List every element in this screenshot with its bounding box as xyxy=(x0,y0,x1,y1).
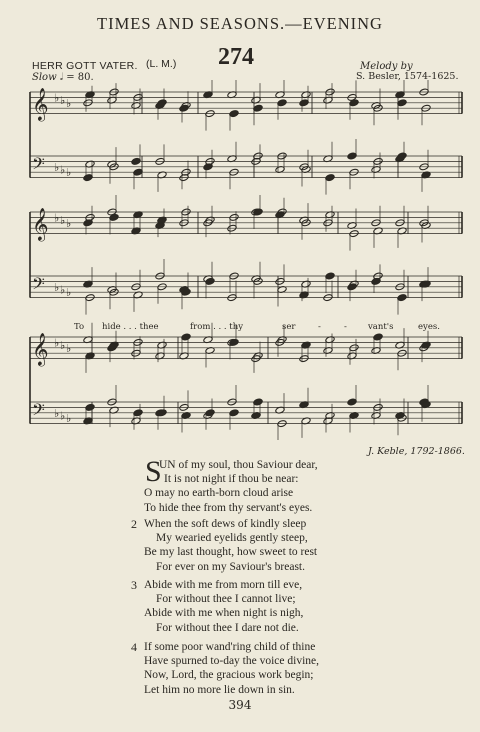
flat-icon: ♭ xyxy=(54,280,60,294)
notehead xyxy=(229,409,239,417)
notehead xyxy=(229,110,239,118)
notehead xyxy=(205,409,215,417)
flat-icon: ♭ xyxy=(54,211,60,225)
notehead xyxy=(277,99,287,107)
notehead xyxy=(133,168,143,176)
tune-name: HERR GOTT VATER. xyxy=(32,60,138,72)
drop-cap: S xyxy=(145,455,162,488)
score-underlay-word: ser xyxy=(282,322,296,332)
half-note-icon: 𝅗𝅥 xyxy=(59,72,64,83)
notehead xyxy=(325,272,335,280)
flat-icon: ♭ xyxy=(66,286,72,300)
score-underlay-word: hide . . . thee xyxy=(102,322,159,332)
notehead xyxy=(325,174,335,182)
flat-icon: ♭ xyxy=(66,166,72,180)
composer: S. Besler, 1574-1625. xyxy=(356,71,459,82)
flat-icon: ♭ xyxy=(60,283,66,297)
notehead xyxy=(133,409,143,417)
flat-icon: ♭ xyxy=(60,214,66,228)
verse-3 xyxy=(144,578,303,635)
page-title: TIMES AND SEASONS.—EVENING xyxy=(97,14,383,33)
flat-icon: ♭ xyxy=(60,409,66,423)
flat-icon: ♭ xyxy=(54,91,60,105)
verse-line: If some poor wand'ring child of thine xyxy=(144,641,316,653)
tempo-value: = 80. xyxy=(66,72,94,83)
score-underlay-word: eyes. xyxy=(418,322,440,332)
verse-line: When the soft dews of kindly sleep xyxy=(144,518,307,530)
score-underlay-word: To xyxy=(74,322,85,332)
verse-line: O may no earth-born cloud arise xyxy=(144,487,294,500)
notehead xyxy=(85,403,95,411)
verse-line: For without thee I cannot live; xyxy=(156,593,296,606)
flat-icon: ♭ xyxy=(54,406,60,420)
verse-4 xyxy=(144,640,319,697)
bass-clef-icon: 𝄢 xyxy=(32,399,45,424)
notehead xyxy=(373,333,383,341)
notehead xyxy=(181,333,191,341)
notehead xyxy=(347,152,357,160)
verse-1 xyxy=(144,455,318,515)
author-credit: J. Keble, 1792-1866. xyxy=(368,446,465,457)
melody-credit: Melody by xyxy=(360,61,413,72)
verse-line: Let him no more lie down in sin. xyxy=(144,683,295,696)
treble-clef-icon: 𝄞 xyxy=(32,87,49,121)
notehead xyxy=(157,99,167,107)
verse-line: To hide thee from thy servant's eyes. xyxy=(144,501,313,514)
bass-clef-icon: 𝄢 xyxy=(32,273,45,298)
notehead xyxy=(299,99,309,107)
notehead xyxy=(397,294,407,302)
verse-line: Abide with me from morn till eve, xyxy=(144,579,303,591)
notehead xyxy=(253,398,263,406)
flat-icon: ♭ xyxy=(60,163,66,177)
notehead xyxy=(131,157,141,165)
verse-line: Abide with me when night is nigh, xyxy=(144,607,304,620)
flat-icon: ♭ xyxy=(60,339,66,353)
treble-clef-icon: 𝄞 xyxy=(32,332,49,366)
verse-line: Now, Lord, the gracious work begin; xyxy=(144,669,314,682)
flat-icon: ♭ xyxy=(66,216,72,230)
verse-line: Have spurned to-day the voice divine, xyxy=(144,655,319,668)
score-underlay-word: - xyxy=(318,322,321,332)
bass-clef-icon: 𝄢 xyxy=(32,153,45,178)
flat-icon: ♭ xyxy=(54,160,60,174)
verse-line: For ever on my Saviour's breast. xyxy=(156,560,305,573)
verse-number: 3 xyxy=(131,578,137,592)
verse-2 xyxy=(144,517,317,574)
tempo-word: Slow xyxy=(32,72,57,83)
flat-icon: ♭ xyxy=(66,96,72,110)
verse-line: My wearied eyelids gently steep, xyxy=(156,532,308,545)
flat-icon: ♭ xyxy=(66,341,72,355)
flat-icon: ♭ xyxy=(54,336,60,350)
music-score xyxy=(0,80,480,440)
hymn-number: 274 xyxy=(218,44,254,70)
verse-line: It is not night if thou be near: xyxy=(164,473,299,486)
notehead xyxy=(397,99,407,107)
meter: (L. M.) xyxy=(146,58,177,70)
notehead xyxy=(397,152,407,160)
notehead xyxy=(83,174,93,182)
notehead xyxy=(253,104,263,112)
score-underlay-word: from . . . thy xyxy=(190,322,243,332)
flat-icon: ♭ xyxy=(60,94,66,108)
verse-number: 4 xyxy=(131,640,137,654)
score-underlay-word: vant's xyxy=(368,322,394,332)
score-underlay-word: - xyxy=(344,322,347,332)
verse-line: For without thee I dare not die. xyxy=(156,621,299,634)
verse-line: UN of my soul, thou Saviour dear, xyxy=(159,459,318,471)
verse-number: 2 xyxy=(131,517,137,531)
notehead xyxy=(347,398,357,406)
notehead xyxy=(205,277,215,285)
treble-clef-icon: 𝄞 xyxy=(32,207,49,241)
page-number: 394 xyxy=(228,698,252,712)
verse-line: Be my last thought, how sweet to rest xyxy=(144,546,318,559)
flat-icon: ♭ xyxy=(66,412,72,426)
